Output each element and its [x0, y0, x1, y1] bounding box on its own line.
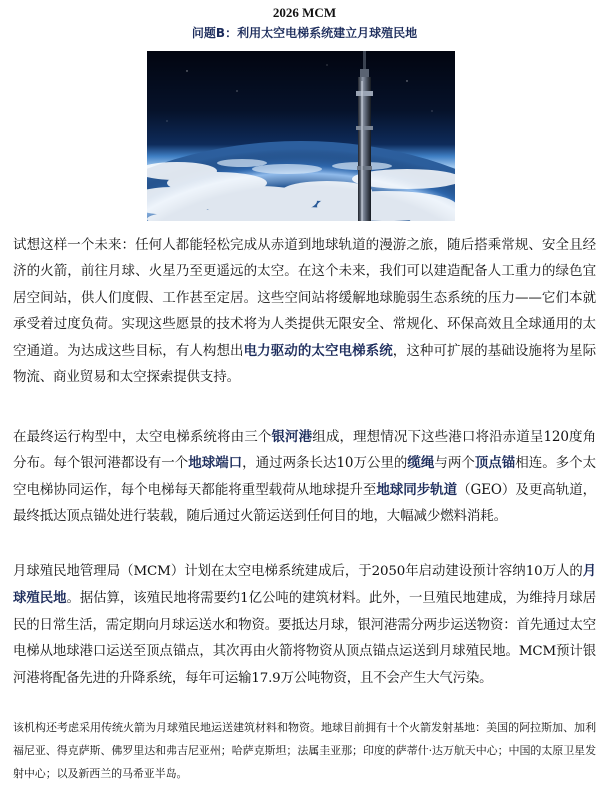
configuration-paragraph: [13, 424, 596, 530]
config-text-5: 相连。多个太空电梯协同运作，每个电梯每天都能将重型载荷从地球提升至: [13, 455, 596, 498]
colony-text-2: 。据估算，该殖民地将需要约1亿公吨的建筑材料。此外，一旦殖民地建成，为维持月球居民的日常生活，需定期向月球运送水和物资。要抵达月球，银河港需分两步运送物资：首先通过太空电梯从地球港口运送至顶点锚点，其次再由火箭将物资从顶点锚点运送到月球殖民地。MCM预计银河港将配备先进的升降系统，每年可运输17.9万公吨物资，且不会产生大气污染。: [13, 591, 596, 686]
intro-text: 试想这样一个未来：任何人都能轻松完成从赤道到地球轨道的漫游之旅，随后搭乘常规、安全且经济的火箭，前往月球、火星乃至更遥远的太空。在这个未来，我们可以建造配备人工重力的绿色宜居空间站，供人们度假、工作甚至定居。这些空间站将缓解地球脆弱生态系统的压力——它们本就承受着过度负荷。实现这些愿景的技术将为人类提供无限安全、常规化、环保高效且全球通用的太空通道。为达成这些目标，有人构想出: [13, 237, 596, 359]
apex-anchor-term: 顶点锚: [474, 455, 516, 472]
config-text-6: （GEO）及更高轨道，最终抵达顶点锚处进行装载，随后通过火箭运送到任何目的地，大幅减少燃料消耗。: [13, 481, 597, 525]
config-text-1: 在最终运行构型中，太空电梯系统将由三个: [13, 429, 272, 445]
earth-port-term: 地球端口: [188, 455, 243, 472]
geo-term: 地球同步轨道: [376, 481, 458, 498]
rocket-sites-paragraph: 该机构还考虑采用传统火箭为月球殖民地运送建筑材料和物资。地球目前拥有十个火箭发射基地：美国的阿拉斯加、加利福尼亚、得克萨斯、佛罗里达和弗吉尼亚州；哈萨克斯坦；法属圭亚那；印度的萨蒂什·达万航天中心；中国的太原卫星发射中心；以及新西兰的马希亚半岛。: [13, 721, 596, 780]
space-elevator-earth-image: [147, 51, 455, 221]
config-text-4: 与两个: [434, 455, 475, 472]
config-text-3: ，通过两条长达10万公里的: [242, 455, 408, 472]
config-text-2: 组成，理想情况下这些港口将沿赤道呈120度角分布。每个银河港都设有一个: [13, 429, 596, 472]
intro-text-end: ，这种可扩展的基础设施将为星际物流、商业贸易和太空探索提供支持。: [13, 342, 597, 386]
moon-colony-term: 月球殖民地: [13, 563, 596, 607]
space-elevator-term: 电力驱动的太空电梯系统: [243, 342, 393, 359]
galactic-harbor-term: 银河港: [271, 429, 313, 445]
colony-text-1: 月球殖民地管理局（MCM）计划在太空电梯系统建成后，于2050年启动建设预计容纳10万人的: [13, 564, 583, 579]
problem-subtitle: 问题B：利用太空电梯系统建立月球殖民地: [191, 26, 418, 40]
colony-paragraph: [13, 558, 596, 692]
intro-paragraph: [13, 232, 596, 390]
page-title: 2026 MCM: [272, 5, 337, 20]
tether-term: 缆绳: [407, 455, 435, 472]
